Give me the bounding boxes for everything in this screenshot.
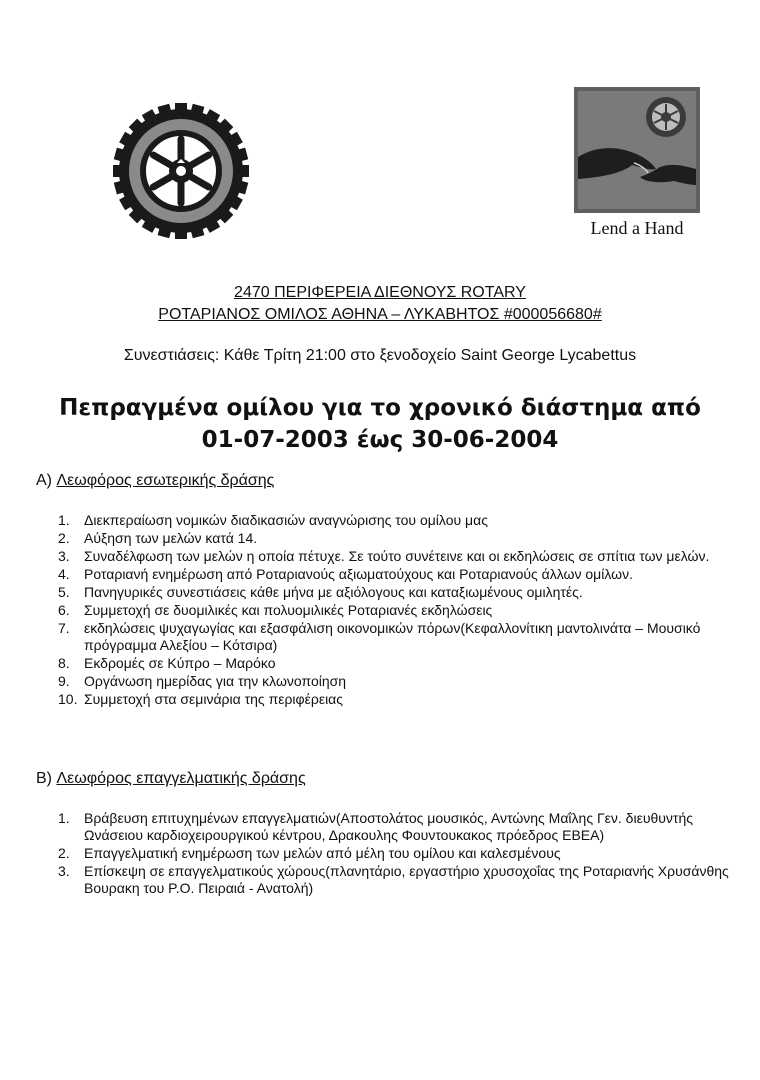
section-a-heading bbox=[36, 472, 274, 490]
meetings-info: Συνεστιάσεις: Κάθε Τρίτη 21:00 στο ξενοδοχείο Saint George Lycabettus bbox=[123, 347, 637, 364]
list-item-text: Εκδρομές σε Κύπρο – Μαρόκο bbox=[84, 655, 276, 671]
section-a-title: Λεωφόρος εσωτερικής δράσης bbox=[56, 472, 275, 489]
list-item-text: Ροταριανή ενημέρωση από Ροταριανούς αξιωματούχους και Ροταριανούς άλλων ομίλων. bbox=[84, 566, 633, 582]
list-item-number: 7. bbox=[58, 620, 70, 636]
lend-a-hand-logo bbox=[574, 87, 700, 213]
rotary-wheel-logo bbox=[113, 103, 249, 239]
list-item-number: 1. bbox=[58, 512, 70, 528]
list-item-text: Πανηγυρικές συνεστιάσεις κάθε μήνα με αξιόλογους και καταξιωμένους ομιλητές. bbox=[84, 584, 583, 600]
list-item bbox=[58, 810, 738, 844]
list-item-number: 10. bbox=[58, 691, 78, 707]
list-item bbox=[58, 620, 738, 654]
club-heading: ΡΟΤΑΡΙΑΝΟΣ ΟΜΙΛΟΣ ΑΘΗΝΑ – ΛΥΚΑΒΗΤΟΣ #000056680# bbox=[158, 306, 602, 323]
list-item bbox=[58, 673, 738, 690]
list-item bbox=[58, 512, 738, 529]
list-item-text: εκδηλώσεις ψυχαγωγίας και εξασφάλιση οικονομικών πόρων(Κεφαλλονίτικη μαντολινάτα – Μουσικό πρόγραμμα Αλεξίου – Κότσιρα) bbox=[84, 620, 701, 653]
list-item-number: 9. bbox=[58, 673, 70, 689]
list-item-number: 2. bbox=[58, 530, 70, 546]
list-item-text: Βράβευση επιτυχημένων επαγγελματιών(Αποστολάτος μουσικός, Αντώνης Μαΐλης Γεν. διευθυντής Ωνάσειου καρδιοχειρουργικού κέντρου, Δρακουλης Φουντουκακος πρόεδρος ΕΒΕΑ) bbox=[84, 810, 693, 843]
section-b-title: Λεωφόρος επαγγελματικής δράσης bbox=[56, 770, 306, 787]
list-item bbox=[58, 655, 738, 672]
list-item bbox=[58, 602, 738, 619]
section-a-prefix: A) bbox=[36, 472, 52, 489]
list-item bbox=[58, 530, 738, 547]
list-item bbox=[58, 566, 738, 583]
list-item-text: Αύξηση των μελών κατά 14. bbox=[84, 530, 258, 546]
list-item-number: 3. bbox=[58, 548, 70, 564]
list-item bbox=[58, 548, 738, 565]
list-item-text: Διεκπεραίωση νομικών διαδικασιών αναγνώρισης του ομίλου μας bbox=[84, 512, 488, 528]
section-b-prefix: B) bbox=[36, 770, 52, 787]
list-item-text: Οργάνωση ημερίδας για την κλωνοποίηση bbox=[84, 673, 347, 689]
lend-a-hand-caption: Lend a Hand bbox=[590, 218, 684, 238]
list-item bbox=[58, 845, 738, 862]
section-a-list bbox=[58, 512, 738, 709]
list-item-number: 6. bbox=[58, 602, 70, 618]
list-item-number: 4. bbox=[58, 566, 70, 582]
list-item-number: 1. bbox=[58, 810, 70, 826]
list-item-number: 2. bbox=[58, 845, 70, 861]
document-title-line2: 01-07-2003 έως 30-06-2004 bbox=[201, 427, 559, 453]
document-title-line1: Πεπραγμένα ομίλου για το χρονικό διάστημα από bbox=[59, 395, 701, 421]
list-item bbox=[58, 584, 738, 601]
list-item bbox=[58, 863, 738, 897]
list-item-text: Επίσκεψη σε επαγγελματικούς χώρους(πλανητάριο, εργαστήριο χρυσοχοΐας της Ροταριανής Χρυσάνθης Βουρακη του Ρ.Ο. Πειραιά - Ανατολή) bbox=[84, 863, 729, 896]
list-item-text: Συμμετοχή στα σεμινάρια της περιφέρειας bbox=[84, 691, 344, 707]
district-heading: 2470 ΠΕΡΙΦΕΡΕΙΑ ΔΙΕΘΝΟΥΣ ROTARY bbox=[234, 284, 526, 301]
list-item-text: Συμμετοχή σε δυομιλικές και πολυομιλικές Ροταριανές εκδηλώσεις bbox=[84, 602, 493, 618]
list-item-number: 3. bbox=[58, 863, 70, 879]
list-item-text: Συναδέλφωση των μελών η οποία πέτυχε. Σε τούτο συνέτεινε και οι εκδηλώσεις σε σπίτια των μελών. bbox=[84, 548, 710, 564]
list-item-text: Επαγγελματική ενημέρωση των μελών από μέλη του ομίλου και καλεσμένους bbox=[84, 845, 561, 861]
section-b-heading bbox=[36, 770, 306, 788]
section-b-list bbox=[58, 810, 738, 898]
list-item bbox=[58, 691, 738, 708]
list-item-number: 8. bbox=[58, 655, 70, 671]
list-item-number: 5. bbox=[58, 584, 70, 600]
